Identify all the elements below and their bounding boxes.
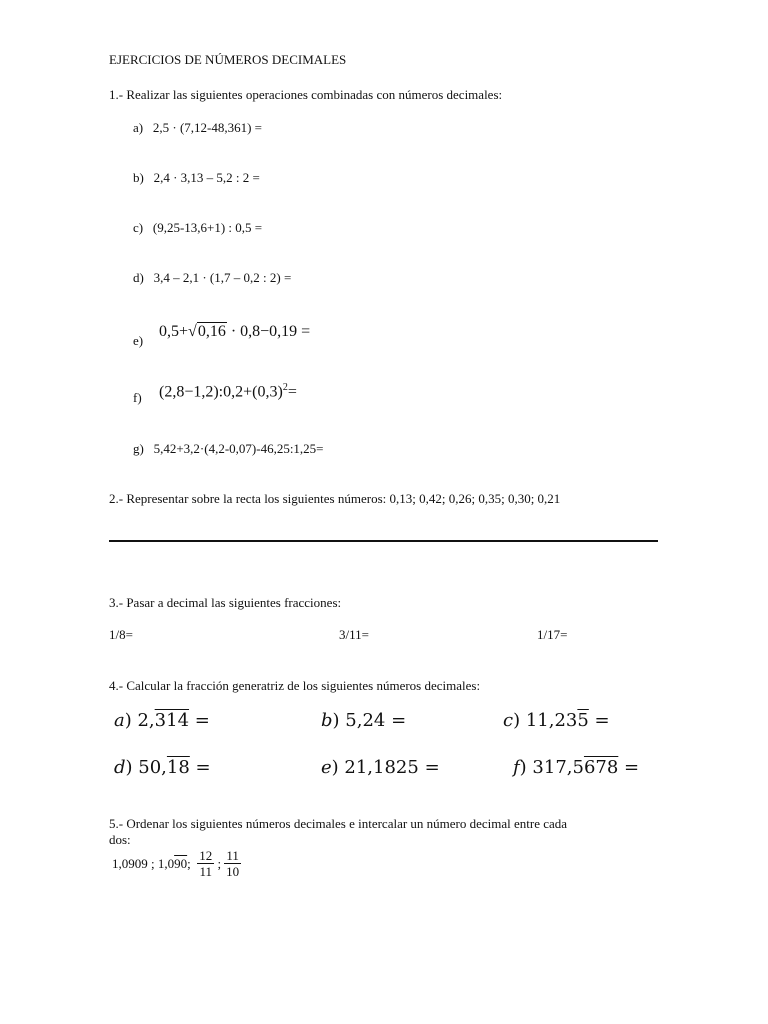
fraction-numerator: 12 <box>199 848 213 863</box>
q1-item-label: a) <box>133 120 144 135</box>
q5-fraction <box>224 848 241 879</box>
number-line <box>109 540 658 542</box>
repeating-digits: 5 <box>577 710 589 731</box>
fraction-denominator: 11 <box>199 864 213 879</box>
q5-statement-line1: 5.- Ordenar los siguientes números decimales e intercalar un número decimal entre cada <box>109 816 568 831</box>
radicand: 0,16 <box>197 323 226 340</box>
expr-part: · 0,8−0,19 = <box>226 323 311 340</box>
q4-item-f: f) 317,5678 = <box>513 757 640 778</box>
q5-numbers <box>112 848 241 879</box>
q4-item-e: e) 21,1825 = <box>321 757 440 778</box>
q1-item-f-label: f) <box>133 390 142 405</box>
repeating-digits: 18 <box>166 757 190 778</box>
q4-item-a: a) 2,314 = <box>114 710 210 731</box>
q4-item-int: 317,5 <box>532 757 584 778</box>
q1-item-g <box>133 441 324 457</box>
q3-item: 3/11= <box>339 627 369 642</box>
repeating-digits: 314 <box>154 710 190 731</box>
q4-item-label: e <box>321 757 332 778</box>
q4-item-int: 50, <box>138 757 167 778</box>
q4-item-tail: = <box>418 757 440 778</box>
q1-item-expr: 5,42+3,2·(4,2-0,07)-46,25:1,25= <box>153 441 324 456</box>
q4-item-tail: = <box>385 710 407 731</box>
q4-item-b: b) 5,24 = <box>321 710 407 731</box>
q5-separator: ; <box>217 855 222 871</box>
q5-separator: ; <box>187 855 191 871</box>
q4-item-tail: = <box>618 757 640 778</box>
q4-item-label: f <box>513 757 520 778</box>
q4-item-tail: = <box>588 710 610 731</box>
repeating-digits: 678 <box>583 757 619 778</box>
q5-statement-line2: dos: <box>109 832 131 847</box>
q5-number-int: 1,0 <box>157 855 175 871</box>
q1-item-e-expr <box>159 323 310 341</box>
expr-part: = <box>287 383 297 401</box>
q4-item-d: d) 50,18 = <box>114 757 211 778</box>
q1-item-b <box>133 170 260 186</box>
q1-item-label: d) <box>133 270 144 285</box>
q1-item-label: b) <box>133 170 144 185</box>
q1-item-c <box>133 220 262 236</box>
q1-item-label: g) <box>133 441 144 456</box>
repeating-digits: 90 <box>174 855 188 871</box>
q1-item-f-expr <box>159 382 297 401</box>
fraction-numerator: 11 <box>226 848 239 863</box>
q4-item-int: 11,23 <box>525 710 578 731</box>
q4-item-c: c) 11,235 = <box>503 710 610 731</box>
fraction-denominator: 10 <box>226 864 240 879</box>
page-title: EJERCICIOS DE NÚMEROS DECIMALES <box>109 52 347 67</box>
q4-item-label: d <box>114 757 126 778</box>
expr-part: 0,5+√ <box>159 323 197 340</box>
q2-statement: 2.- Representar sobre la recta los siguientes números: 0,13; 0,42; 0,26; 0,35; 0,30; 0,21 <box>109 491 561 506</box>
q4-item-label: a <box>114 710 125 731</box>
q4-item-int: 2, <box>137 710 155 731</box>
q4-statement: 4.- Calcular la fracción generatriz de los siguientes números decimales: <box>109 678 481 693</box>
q1-statement: 1.- Realizar las siguientes operaciones combinadas con números decimales: <box>109 87 503 102</box>
expr-part: (2,8−1,2):0,2+(0,3) <box>159 383 283 401</box>
q5-fraction <box>197 848 214 879</box>
q4-item-label: b <box>321 710 333 731</box>
q4-item-tail: = <box>189 710 210 731</box>
q3-item: 1/17= <box>537 627 568 642</box>
q1-item-expr: 2,5 · (7,12-48,361) = <box>152 120 263 135</box>
exponent: 2 <box>282 382 288 393</box>
q4-item-tail: = <box>189 757 211 778</box>
q3-item: 1/8= <box>109 627 133 642</box>
q5-number: 1,0909 ; <box>112 855 155 871</box>
q1-item-expr: 2,4 · 3,13 – 5,2 : 2 = <box>153 170 260 185</box>
q4-item-int: 5,24 <box>345 710 386 731</box>
q1-item-d <box>133 270 291 286</box>
q1-item-expr: (9,25-13,6+1) : 0,5 = <box>152 220 263 235</box>
q1-item-expr: 3,4 – 2,1 · (1,7 – 0,2 : 2) = <box>153 270 292 285</box>
q1-item-label: c) <box>133 220 144 235</box>
q4-item-label: c <box>503 710 514 731</box>
q1-item-e-label: e) <box>133 333 144 348</box>
q4-item-int: 21,1825 <box>344 757 419 778</box>
q1-item-a <box>133 120 262 136</box>
q3-statement: 3.- Pasar a decimal las siguientes fracciones: <box>109 595 342 610</box>
